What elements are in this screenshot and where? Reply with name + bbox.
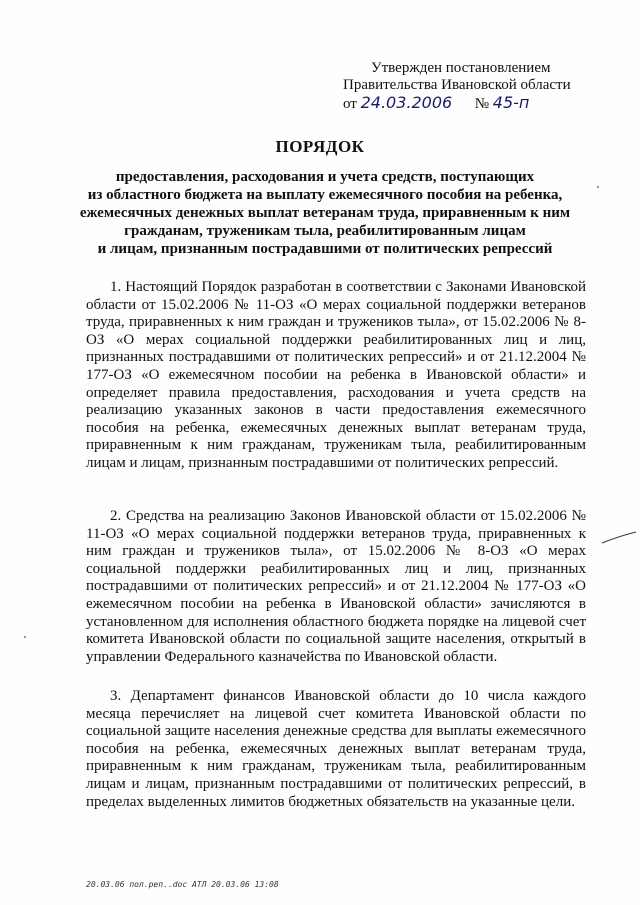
- subtitle-line: ежемесячных денежных выплат ветеранам труда, приравненным к ним: [79, 205, 571, 221]
- document-subtitle: [60, 168, 590, 258]
- approval-date-line: [343, 94, 603, 113]
- scan-speck: [597, 186, 599, 188]
- document-title: ПОРЯДОК: [275, 137, 365, 156]
- margin-pen-mark: [600, 531, 638, 545]
- approval-line-1: Утвержден постановлением: [371, 60, 551, 76]
- subtitle-line: из областного бюджета на выплату ежемесячного пособия на ребенка,: [87, 187, 563, 203]
- approval-line-2: Правительства Ивановской области: [343, 77, 571, 93]
- paragraph-1: 1. Настоящий Порядок разработан в соответствии с Законами Ивановской области от 15.02.2006 № 11-ОЗ «О мерах социальной поддержки ветеранов труда, приравненных к ним граждан и тружеников тыла», от 15.02.2006 № 8-ОЗ «О мерах социальной поддержки реабилитированных лиц и лиц, признанных пострадавшими от политических репрессий» и от 21.12.2004 № 177-ОЗ «О ежемесячном пособии на ребенка в Ивановской области» и определяет правила предоставления, расходования и учета средств на реализацию указанных законов в части предоставления ежемесячного пособия на ребенка, ежемесячных денежных выплат ветеранам труда, приравненным к ним гражданам, труженикам тыла, реабилитированным лицам и лицам, признанным пострадавшими от политических репрессий.: [86, 279, 586, 471]
- handwritten-date: 24.03.2006: [360, 93, 453, 112]
- subtitle-line: гражданам, труженикам тыла, реабилитированным лицам: [124, 223, 526, 239]
- file-footer: 20.03.06 пол.реп..doc АТЛ 20.03.06 13:08: [86, 880, 279, 889]
- date-prefix: от: [343, 96, 357, 112]
- scan-speck: [24, 636, 26, 638]
- paragraph-2: 2. Средства на реализацию Законов Ивановской области от 15.02.2006 № 11-ОЗ «О мерах социальной поддержки ветеранов труда, приравненных к ним граждан и тружеников тыла», от 15.02.2006 № 8-ОЗ «О мерах социальной поддержки реабилитированных лиц и лиц, признанных пострадавшими от политических репрессий» и от 21.12.2004 № 177-ОЗ «О ежемесячном пособии на ребенка в Ивановской области» зачисляются в установленном для исполнения областного бюджета порядке на лицевой счет комитета Ивановской области по социальной защите населения, открытый в управлении Федерального казначейства по Ивановской области.: [86, 508, 586, 665]
- number-prefix: №: [474, 96, 490, 112]
- subtitle-line: предоставления, расходования и учета средств, поступающих: [115, 169, 535, 185]
- paragraph-3: 3. Департамент финансов Ивановской области до 10 числа каждого месяца перечисляет на лицевой счет комитета Ивановской области по социальной защите населения денежные средства для выплаты ежемесячного пособия на ребенка, ежемесячных денежных выплат ветеранам труда, приравненным к ним гражданам, труженикам тыла, реабилитированным лицам и лицам, признанным пострадавшими от политических репрессий, в пределах выделенных лимитов бюджетных обязательств на указанные цели.: [86, 688, 586, 810]
- approval-stamp: [343, 60, 603, 113]
- handwritten-number: 45-п: [492, 93, 530, 112]
- subtitle-line: и лицам, признанным пострадавшими от политических репрессий: [97, 241, 553, 257]
